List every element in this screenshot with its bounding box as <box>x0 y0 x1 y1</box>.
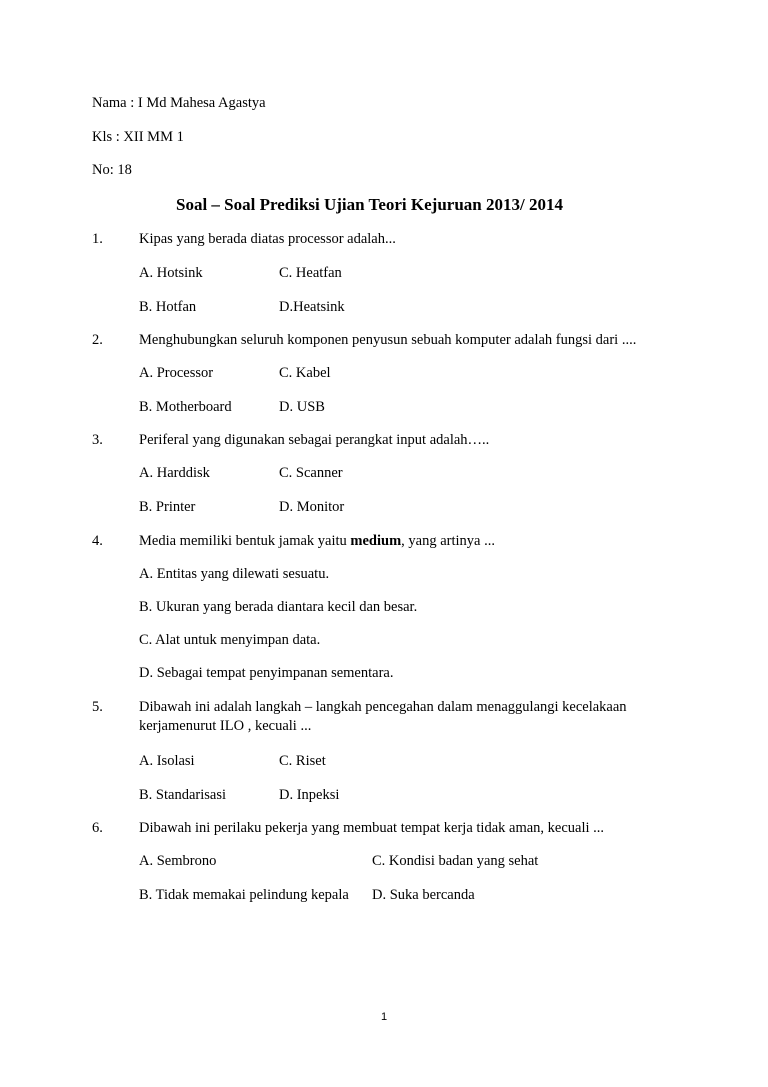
answer-option: A. Hotsink <box>139 265 203 281</box>
answer-option: B. Hotfan <box>139 299 197 315</box>
answer-option: D. USB <box>279 399 325 415</box>
page-number: 1 <box>380 1011 388 1023</box>
answer-option: A. Sembrono <box>139 853 217 869</box>
answer-option: A. Isolasi <box>139 753 195 769</box>
question-text: Menghubungkan seluruh komponen penyusun sebuah komputer adalah fungsi dari .... <box>139 332 637 348</box>
answer-option: C. Riset <box>279 753 326 769</box>
question-number: 5. <box>92 699 103 715</box>
question-text <box>139 532 495 550</box>
question-number: 2. <box>92 332 103 348</box>
student-number: No: 18 <box>92 162 132 178</box>
answer-option: A. Harddisk <box>139 465 210 481</box>
answer-option: A. Entitas yang dilewati sesuatu. <box>139 566 330 582</box>
question-number: 4. <box>92 533 103 549</box>
question-number: 3. <box>92 432 103 448</box>
question-text: Kipas yang berada diatas processor adalah... <box>139 231 396 247</box>
question-number: 1. <box>92 231 103 247</box>
question-text: kerjamenurut ILO , kecuali ... <box>139 718 312 734</box>
question-text-part: , yang artinya ... <box>401 533 495 549</box>
answer-option: D. Inpeksi <box>279 787 340 803</box>
answer-option: B. Printer <box>139 499 196 515</box>
question-text: Dibawah ini adalah langkah – langkah pencegahan dalam menaggulangi kecelakaan <box>139 699 627 715</box>
answer-option: C. Scanner <box>279 465 343 481</box>
answer-option: B. Motherboard <box>139 399 232 415</box>
answer-option: D. Sebagai tempat penyimpanan sementara. <box>139 665 394 681</box>
answer-option: D. Monitor <box>279 499 345 515</box>
answer-option: C. Kondisi badan yang sehat <box>372 853 539 869</box>
answer-option: A. Processor <box>139 365 214 381</box>
question-text: Periferal yang digunakan sebagai perangkat input adalah….. <box>139 432 490 448</box>
question-text-part: Media memiliki bentuk jamak yaitu <box>139 533 351 549</box>
answer-option: C. Alat untuk menyimpan data. <box>139 632 321 648</box>
question-text: Dibawah ini perilaku pekerja yang membuat tempat kerja tidak aman, kecuali ... <box>139 820 605 836</box>
answer-option: C. Heatfan <box>279 265 342 281</box>
answer-option: B. Standarisasi <box>139 787 226 803</box>
question-text-emphasis: medium <box>350 533 402 549</box>
student-class: Kls : XII MM 1 <box>92 129 184 145</box>
document-title: Soal – Soal Prediksi Ujian Teori Kejuruan 2013/ 2014 <box>176 195 563 214</box>
answer-option: D. Suka bercanda <box>372 887 475 903</box>
answer-option: D.Heatsink <box>279 299 345 315</box>
answer-option: B. Ukuran yang berada diantara kecil dan besar. <box>139 599 418 615</box>
answer-option: B. Tidak memakai pelindung kepala <box>139 887 349 903</box>
answer-option: C. Kabel <box>279 365 331 381</box>
student-name: Nama : I Md Mahesa Agastya <box>92 95 266 111</box>
question-number: 6. <box>92 820 103 836</box>
